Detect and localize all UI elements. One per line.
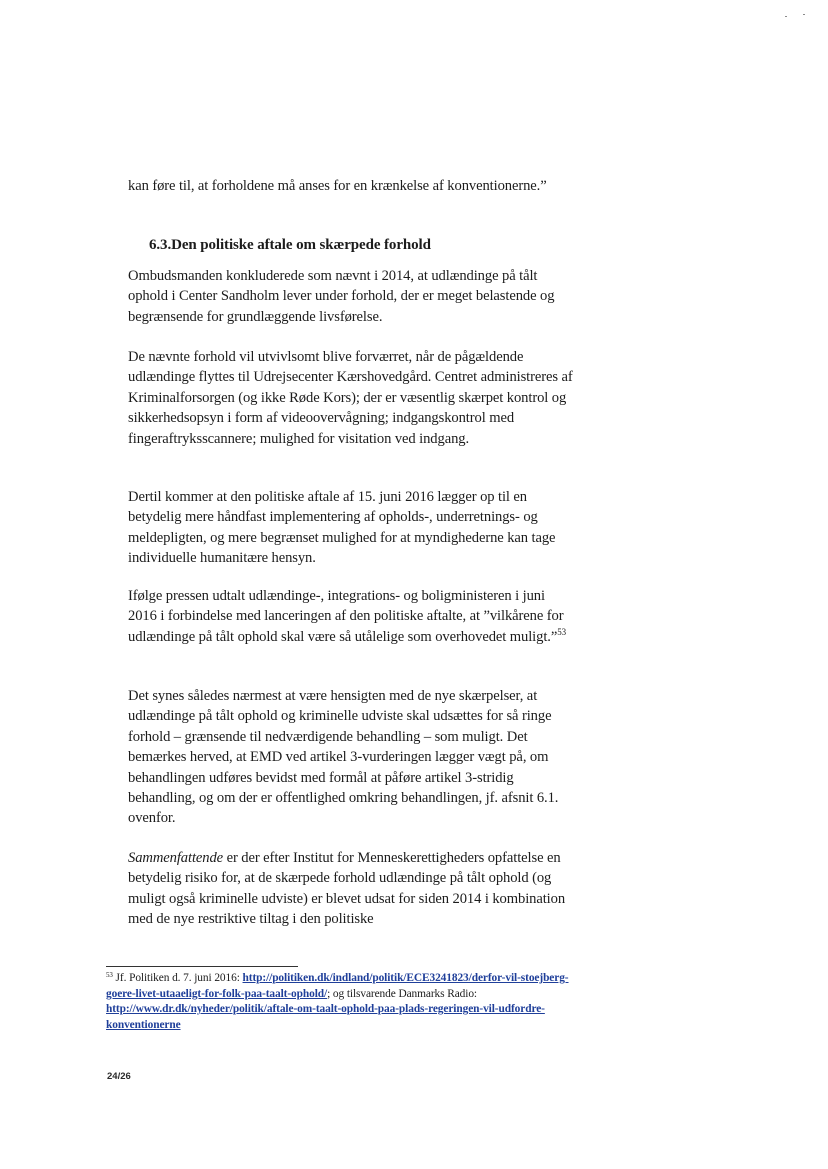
paragraph-5 [128,586,574,647]
scan-speck [785,16,787,17]
footnote-link-politiken[interactable]: http://politiken.dk/indland/politik/ECE3241823/derfor-vil-stoejberg-goere-livet-utaaeligt-for-folk-paa-taalt-ophold/ [106,972,569,1000]
footnote [106,971,576,1033]
paragraph-3: De nævnte forhold vil utvivlsomt blive forværret, når de pågældende udlændinge flyttes til Udrejsecenter Kærshovedgård. Centret administreres af Kriminalforsorgen (og ikke Røde Kors); der er væsentlig skærpet kontrol og sikkerhedsopsyn i form af videoovervågning; indgangskontrol med fingeraftryksscannere; mulighed for visitation ved indgang. [128,349,573,447]
paragraph-7-lead: Sammenfattende [128,850,224,866]
footnote-number: 53 [106,971,113,979]
paragraph-2: Ombudsmanden konkluderede som nævnt i 2014, at udlændinge på tålt ophold i Center Sandholm lever under forhold, der er meget belastende og begrænsende for grundlæggende livsførelse. [128,268,555,325]
footnote-reference[interactable]: 53 [557,626,567,637]
footnote-divider [106,966,298,967]
paragraph-4: Dertil kommer at den politiske aftale af 15. juni 2016 lægger op til en betydelig mere håndfast implementering af opholds-, underretnings- og meldepligten, og mere begrænset mulighed for at myndighederne kan tage individuelle humanitære hensyn. [128,489,556,567]
paragraph-7 [128,848,574,930]
footnote-link-dr[interactable]: http://www.dr.dk/nyheder/politik/aftale-om-taalt-ophold-paa-plads-regeringen-vil-udfordre-konventionerne [106,1003,545,1031]
paragraph-7-text: er der efter Institut for Menneskerettigheders opfattelse en betydelig risiko for, at de skærpede forhold udlændinge på tålt ophold (og muligt også kriminelle udviste) er blevet udsat for siden 2014 i kombination med de nye restriktive tiltag i den politiske [128,850,566,928]
paragraph-6: Det synes således nærmest at være hensigten med de nye skærpelser, at udlændinge på tålt ophold og kriminelle udviste skal udsættes for så ringe forhold – grænsende til nedværdigende behandling – som muligt. Det bemærkes herved, at EMD ved artikel 3-vurderingen lægger vægt på, om behandlingen udføres bevidst med formål at påføre artikel 3-stridig behandling, og om der er offentlighed omkring behandlingen, jf. afsnit 6.1. ovenfor. [128,688,559,827]
footnote-text-before: Jf. Politiken d. 7. juni 2016: [112,972,243,984]
scan-speck [803,14,805,15]
paragraph-5-text: Ifølge pressen udtalt udlændinge-, integrations- og boligministeren i juni 2016 i forbindelse med lanceringen af den politiske aftalte, at ”vilkårene for udlændinge på tålt ophold skal være så utålelige som overhovedet muligt.” [128,588,564,645]
footnote-text-middle: ; og tilsvarende Danmarks Radio: [327,987,477,1000]
section-heading: 6.3.Den politiske aftale om skærpede forhold [149,237,431,253]
page-number: 24/26 [107,1071,131,1082]
paragraph-1: kan føre til, at forholdene må anses for en krænkelse af konventionerne.” [128,178,547,194]
